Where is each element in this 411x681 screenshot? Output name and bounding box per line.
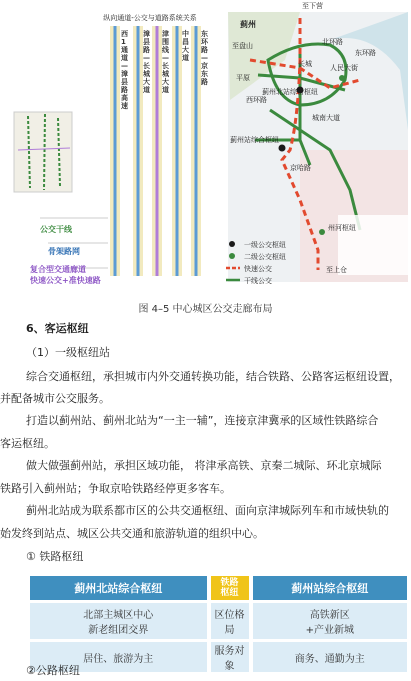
table-cell: 高铁新区 +产业新城 <box>253 603 407 639</box>
paragraph: 铁路引入蓟州站；争取京哈铁路经停更多客车。 <box>0 482 231 495</box>
subheading: （1）一级枢纽站 <box>26 346 110 359</box>
map-city-label: 蓟州 <box>240 20 256 29</box>
map-label: 蓟州站综合枢纽 <box>230 136 279 144</box>
table-header-right: 蓟州站综合枢纽 <box>253 576 407 600</box>
map-label: 至下营 <box>302 2 323 10</box>
map-label: 京哈路 <box>290 164 311 172</box>
map-label: 州河枢纽 <box>328 224 356 232</box>
corridor-figure <box>0 0 411 300</box>
legend-brt: 快速公交 <box>244 265 272 273</box>
paragraph: 打造以蓟州站、蓟州北站为“一主一辅”，连接京津冀承的区域性铁路综合 <box>26 414 379 427</box>
column-label: 漳县路—长城大道 <box>143 30 150 94</box>
table-header-mid: 铁路 枢纽 <box>211 576 249 600</box>
section-heading: 6、客运枢纽 <box>26 322 89 335</box>
column-label: 西1通道—漳县路高速 <box>121 30 128 110</box>
column-label: 津围线—长城大道 <box>162 30 169 94</box>
column-label: 东环路—京东路 <box>201 30 208 86</box>
paragraph: 综合交通枢纽，承担城市内外交通转换功能，结合铁路、公路客运枢纽设置， <box>26 370 400 383</box>
map-label: 至上仓 <box>326 266 347 274</box>
paragraph: 蓟州北站成为联系都市区的公共交通枢纽、面向京津城际列车和市域快轨的 <box>26 504 389 517</box>
legend-hub-2: 二级公交枢纽 <box>244 253 286 261</box>
map-label: 人民大街 <box>330 64 358 72</box>
paragraph: 并配备城市公交服务。 <box>0 392 110 405</box>
map-label: 北环路 <box>322 38 343 46</box>
legend-brt-expressway: 快速公交+准快速路 <box>30 276 101 285</box>
diagram-title: 纵向通道-公交与道路系统关系 <box>103 14 197 22</box>
map-label: 蓟州北站综合枢纽 <box>262 88 318 96</box>
list-item: ① 铁路枢纽 <box>26 550 84 563</box>
rail-hub-table <box>26 573 411 675</box>
table-cell: 商务、通勤为主 <box>253 642 407 672</box>
map-label: 长城 <box>298 60 312 68</box>
table-cell: 服务对象 <box>211 642 249 672</box>
table-cell: 北部主城区中心 新老组团交界 <box>30 603 207 639</box>
map-label: 至盘山 <box>232 42 253 50</box>
mini-map <box>14 112 72 192</box>
table-cell: 区位格局 <box>211 603 249 639</box>
map-label: 城南大道 <box>312 114 340 122</box>
list-item: ②公路枢纽 <box>26 664 80 677</box>
paragraph: 始发终到站点、城区公共交通和旅游轨道的组织中心。 <box>0 527 264 540</box>
legend-hub-1: 一级公交枢纽 <box>244 241 286 249</box>
paragraph: 客运枢纽。 <box>0 437 55 450</box>
map-label: 东环路 <box>355 49 376 57</box>
figure-caption: 图 4–5 中心城区公交走廊布局 <box>138 304 273 315</box>
column-label: 中昌大道 <box>182 30 189 62</box>
legend-trunk-bus: 干线公交 <box>244 277 272 285</box>
table-cell: 居住、旅游为主 <box>30 642 207 672</box>
legend-composite-corridor: 复合型交通廊道 <box>30 265 86 274</box>
legend-road-network: 骨架路网 <box>48 247 80 256</box>
map-label: 平原 <box>236 74 250 82</box>
paragraph: 做大做强蓟州站，承担区域功能， 将津承高铁、京秦二城际、环北京城际 <box>26 459 382 472</box>
legend-bus-trunk: 公交干线 <box>40 225 72 234</box>
table-header-left: 蓟州北站综合枢纽 <box>30 576 207 600</box>
map-label: 西环路 <box>246 96 267 104</box>
